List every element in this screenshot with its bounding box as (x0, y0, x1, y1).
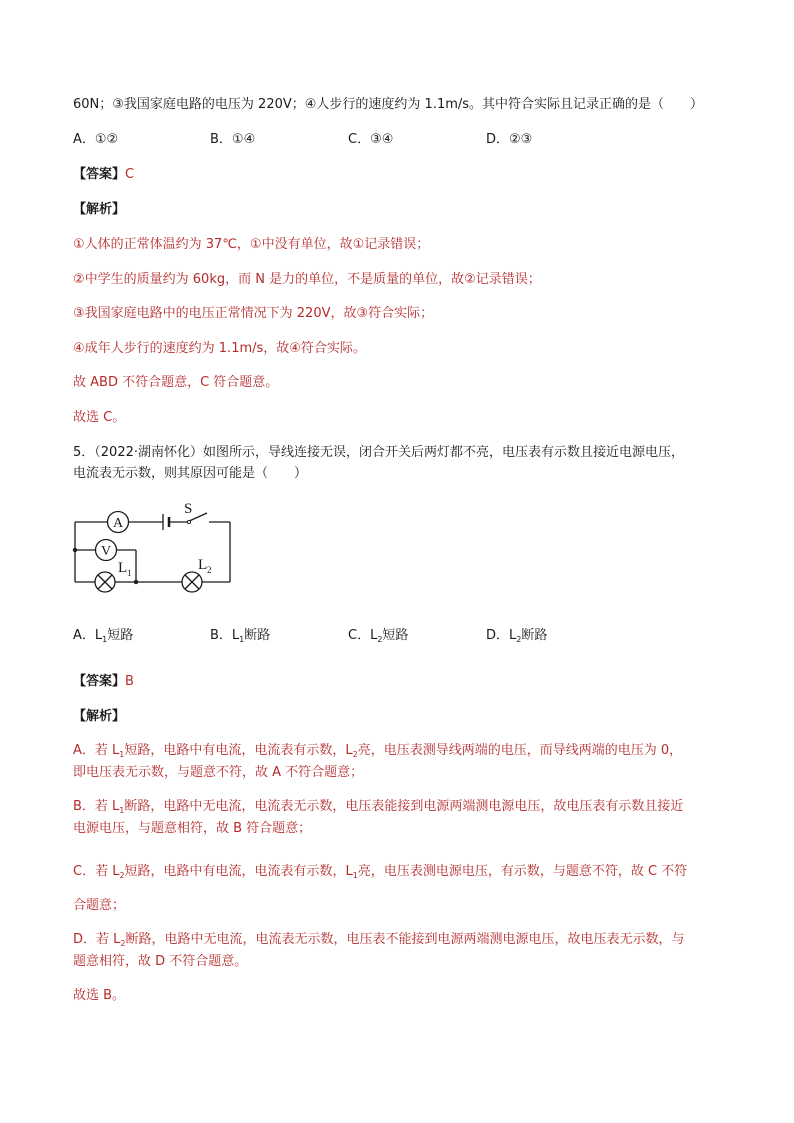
text-span: 亮，电压表测导线两端的电压，而导线两端的电压为 0， (357, 743, 683, 758)
text-span: A．若 L (73, 743, 120, 758)
q4-option-d: D．②③ (486, 132, 533, 147)
q4-stem: 60N；③我国家庭电路的电压为 220V；④人步行的速度约为 1.1m/s。其中符合实际且记录正确的是（ ） (73, 97, 704, 112)
q5-option-c (348, 627, 408, 649)
q5-analysis-b-line-2: 电源电压，与题意相符，故 B 符合题意； (73, 821, 312, 836)
lamp-l2-symbol (182, 572, 202, 592)
option-text: 断路 (244, 628, 271, 643)
q5-analysis-a-line-2: 即电压表无示数，与题意不符，故 A 不符合题意； (73, 765, 364, 780)
lamp1-label-sub: 1 (127, 568, 132, 578)
q5-final-answer: 故选 B。 (73, 988, 126, 1003)
q5-stem-line-1: 5．（2022·湖南怀化）如图所示，导线连接无误，闭合开关后两灯都不亮，电压表有示数且接近电源电压， (73, 445, 684, 460)
ammeter-symbol (108, 512, 129, 533)
subscript: 1 (119, 750, 125, 759)
subscript: 1 (352, 871, 358, 880)
option-prefix: B．L (210, 628, 240, 643)
text-span: 短路，电路中有电流，电流表有示数，L (124, 743, 353, 758)
q4-analysis-line-1: ①人体的正常体温约为 37℃，①中没有单位，故①记录错误； (73, 237, 430, 252)
option-sub: 2 (516, 635, 522, 644)
subscript: 1 (119, 806, 125, 815)
q5-analysis-a-line-1 (73, 742, 682, 764)
option-prefix: A．L (73, 628, 103, 643)
text-span: C．若 L (73, 864, 120, 879)
text-span: D．若 L (73, 932, 121, 947)
q4-analysis-line-4: ④成年人步行的速度约为 1.1m/s，故④符合实际。 (73, 341, 366, 356)
text-span: B．若 L (73, 799, 120, 814)
answer-value: B (125, 674, 134, 689)
text-span: 断路，电路中无电流，电流表无示数，电压表能接到电源两端测电源电压，故电压表有示数且接近 (124, 799, 684, 814)
q5-option-a (73, 627, 133, 649)
option-sub: 1 (239, 635, 245, 644)
q5-analysis-label: 【解析】 (73, 709, 126, 724)
q5-analysis-c-line-2: 合题意； (73, 898, 126, 913)
answer-label: 【答案】 (73, 674, 126, 689)
text-span: 断路，电路中无电流，电流表无示数，电压表不能接到电源两端测电源电压，故电压表无示数，与 (125, 932, 685, 947)
subscript: 2 (120, 939, 126, 948)
q5-analysis-d-line-1 (73, 931, 685, 953)
q4-analysis-line-6: 故选 C。 (73, 410, 126, 425)
answer-label: 【答案】 (73, 167, 126, 182)
q4-answer (73, 166, 134, 184)
option-text: 短路 (382, 628, 409, 643)
text-span: 亮，电压表测电源电压，有示数，与题意不符，故 C 不符 (357, 864, 688, 879)
subscript: 2 (119, 871, 125, 880)
option-sub: 2 (377, 635, 383, 644)
option-text: 短路 (107, 628, 134, 643)
q5-analysis-c-line-1 (73, 863, 687, 885)
ammeter-label: A (112, 516, 124, 531)
option-prefix: C．L (348, 628, 378, 643)
lamp-l1-symbol (95, 572, 115, 592)
lamp2-label-sub: 2 (207, 565, 212, 575)
option-sub: 1 (102, 635, 108, 644)
text-span: 短路，电路中有电流，电流表有示数，L (124, 864, 353, 879)
answer-value: C (125, 167, 135, 182)
q4-analysis-line-2: ②中学生的质量约为 60kg，而 N 是力的单位，不是质量的单位，故②记录错误； (73, 272, 541, 287)
q5-stem-line-2: 电流表无示数，则其原因可能是（ ） (73, 466, 308, 481)
subscript: 2 (352, 750, 358, 759)
lamp1-label: L (118, 560, 128, 576)
option-prefix: D．L (486, 628, 517, 643)
circuit-diagram (60, 496, 240, 600)
q4-option-b: B．①④ (210, 132, 256, 147)
voltmeter-label: V (100, 544, 112, 559)
q5-option-b (210, 627, 270, 649)
q4-option-a: A．①② (73, 132, 119, 147)
q4-analysis-label: 【解析】 (73, 202, 126, 217)
lamp2-label: L (198, 557, 208, 573)
q5-analysis-b-line-1 (73, 798, 683, 820)
switch-label: S (184, 501, 193, 517)
voltmeter-symbol (96, 540, 117, 561)
q5-analysis-d-line-2: 题意相符，故 D 不符合题意。 (73, 954, 248, 969)
q5-option-d (486, 627, 547, 649)
q5-answer (73, 673, 134, 691)
option-text: 断路 (521, 628, 548, 643)
q4-analysis-line-5: 故 ABD 不符合题意，C 符合题意。 (73, 375, 279, 390)
q4-option-c: C．③④ (348, 132, 394, 147)
q4-analysis-line-3: ③我国家庭电路中的电压正常情况下为 220V，故③符合实际； (73, 306, 434, 321)
